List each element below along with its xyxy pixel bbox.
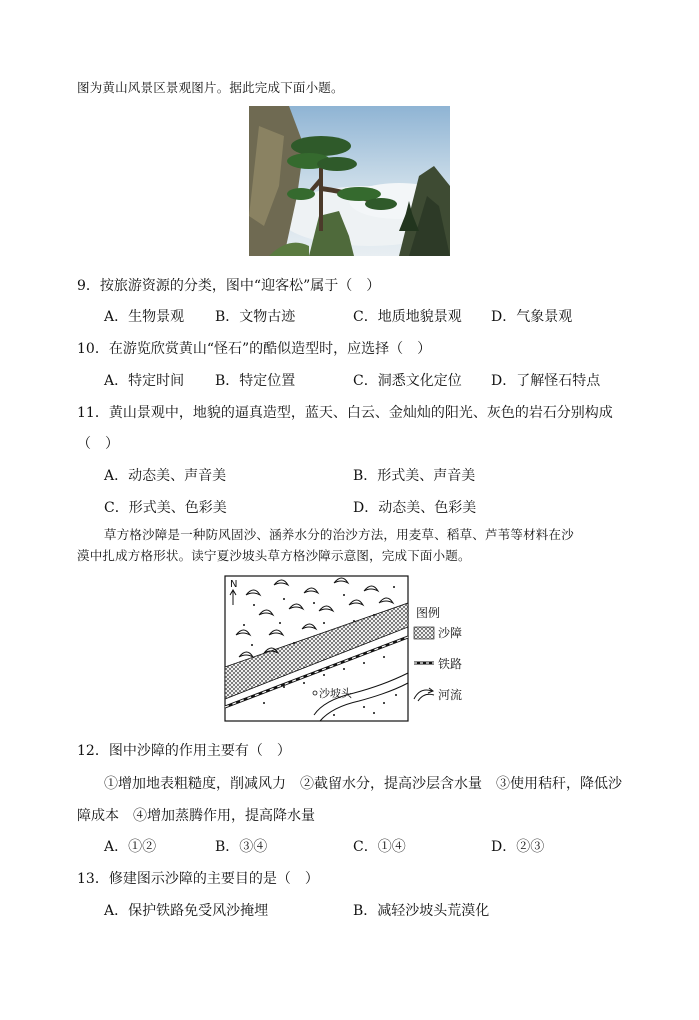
north-label: N [230,579,238,590]
question-11-option-d: D．动态美、色彩美 [353,500,477,516]
question-10-stem: 10．在游览欣赏黄山“怪石”的酷似造型时，应选择（ ） [77,341,432,357]
question-10-option-c: C．洞悉文化定位 [353,373,462,389]
legend-sand-barrier-label: 沙障 [438,626,463,640]
question-9-option-d: D．气象景观 [491,309,573,325]
legend-railway-label: 铁路 [438,657,463,671]
question-9-option-b: B．文物古迹 [215,309,296,325]
question-11-option-b: B．形式美、声音美 [353,468,476,484]
question-12-statement-line-2: 障成本 ④增加蒸腾作用，提高降水量 [77,808,315,824]
question-9-option-c: C．地质地貌景观 [353,309,462,325]
question-11-option-c: C．形式美、色彩美 [104,500,227,516]
legend-sand-barrier-swatch [414,627,434,639]
question-13-stem: 13．修建图示沙障的主要目的是（ ） [77,871,319,887]
sand-barrier-diagram [224,575,482,723]
question-12-option-a: A．①② [104,839,157,855]
legend-title: 图例 [416,606,441,620]
question-12-option-c: C．①④ [353,839,406,855]
question-11-stem: 11．黄山景观中，地貌的逼真造型，蓝天、白云、金灿灿的阳光、灰色的岩石分别构成 [77,405,613,421]
intro-text-1: 图为黄山风景区景观图片。据此完成下面小题。 [77,80,344,95]
question-12-option-d: D．②③ [491,839,545,855]
question-9-stem: 9．按旅游资源的分类，图中“迎客松”属于（ ） [77,278,381,294]
question-10-option-d: D．了解怪石特点 [491,373,601,389]
question-10-option-a: A．特定时间 [104,373,185,389]
question-10-option-b: B．特定位置 [215,373,296,389]
question-13-option-a: A．保护铁路免受风沙掩埋 [104,903,269,919]
intro-text-2-line-2: 漠中扎成方格形状。读宁夏沙坡头草方格沙障示意图，完成下面小题。 [77,548,471,563]
question-9-option-a: A．生物景观 [104,309,185,325]
huangshan-pine-photo [249,106,450,256]
question-12-statement-line-1: ①增加地表粗糙度，削减风力 ②截留水分，提高沙层含水量 ③使用秸秆，降低沙 [104,776,622,792]
question-11-stem-continued: （ ） [77,436,119,452]
intro-text-2-line-1: 草方格沙障是一种防风固沙、涵养水分的治沙方法，用麦草、稻草、芦苇等材料在沙 [104,527,574,542]
question-13-option-b: B．减轻沙坡头荒漠化 [353,903,490,919]
place-label-shapotou: 沙坡头 [319,687,352,700]
legend-river-label: 河流 [438,688,463,702]
question-12-option-b: B．③④ [215,839,268,855]
question-12-stem: 12．图中沙障的作用主要有（ ） [77,743,291,759]
question-11-option-a: A．动态美、声音美 [104,468,227,484]
